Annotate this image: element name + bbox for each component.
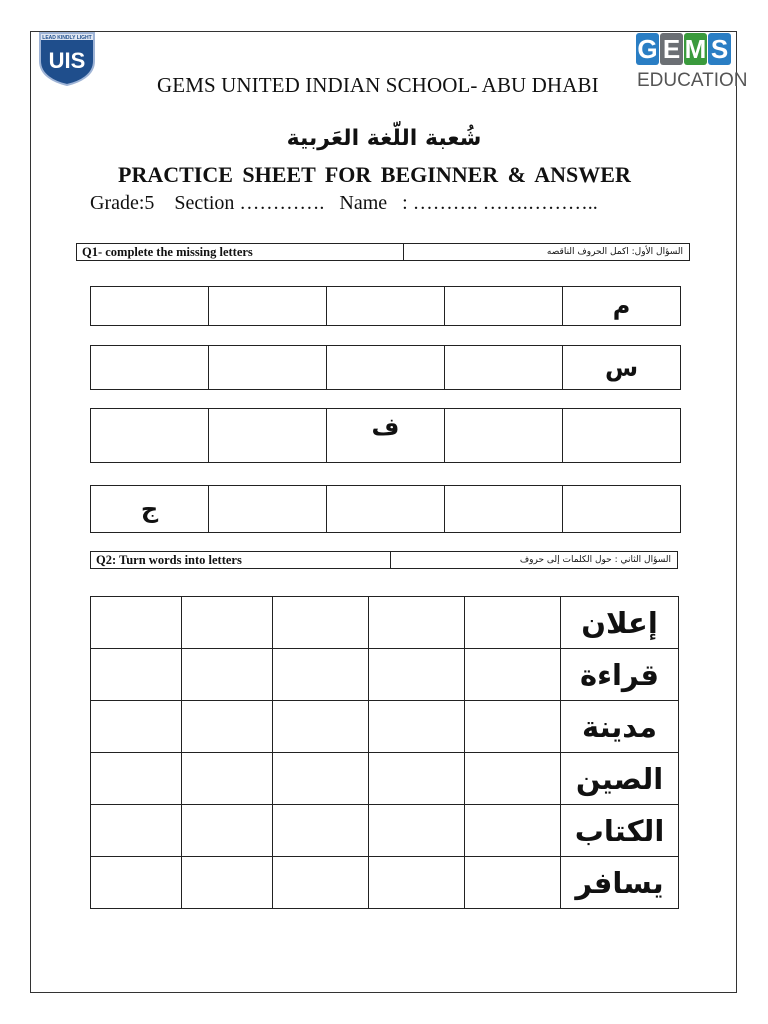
gems-caption: EDUCATION (637, 70, 748, 91)
answer-cell[interactable] (369, 805, 465, 857)
answer-cell[interactable] (91, 701, 182, 753)
word-cell: الكتاب (561, 805, 679, 857)
letter-cell[interactable] (209, 346, 327, 390)
letter-cell[interactable] (327, 287, 445, 326)
answer-cell[interactable] (182, 597, 273, 649)
gems-letter: M (684, 34, 707, 64)
logo-tagline: LEAD KINDLY LIGHT (42, 35, 92, 41)
letter-cell[interactable] (563, 486, 681, 533)
answer-cell[interactable] (182, 753, 273, 805)
word-cell: إعلان (561, 597, 679, 649)
letter-cell[interactable] (327, 486, 445, 533)
answer-cell[interactable] (369, 649, 465, 701)
answer-cell[interactable] (273, 649, 369, 701)
answer-cell[interactable] (369, 857, 465, 909)
q1-row-4 (90, 485, 681, 533)
gems-education-logo (636, 33, 748, 95)
letter-cell[interactable] (563, 409, 681, 463)
word-cell: مدينة (561, 701, 679, 753)
answer-cell[interactable] (91, 805, 182, 857)
answer-cell[interactable] (465, 805, 561, 857)
gems-letter: E (660, 33, 683, 65)
letter-cell[interactable] (445, 287, 563, 326)
answer-cell[interactable] (465, 649, 561, 701)
q1-row-2 (90, 345, 681, 390)
letter-cell[interactable] (209, 486, 327, 533)
letter-cell[interactable] (91, 409, 209, 463)
answer-cell[interactable] (182, 649, 273, 701)
letter-cell: م (563, 287, 681, 326)
word-cell: يسافر (561, 857, 679, 909)
grade-section-name-line: Grade:5 Section …………. Name : ………. …….……….. (90, 192, 598, 214)
gems-letter: S (708, 33, 731, 65)
q1-row-3 (90, 408, 681, 463)
table-row (91, 805, 679, 857)
answer-cell[interactable] (182, 805, 273, 857)
table-row (91, 649, 679, 701)
table-row (91, 753, 679, 805)
answer-cell[interactable] (465, 701, 561, 753)
answer-cell[interactable] (182, 701, 273, 753)
logo-uis-text: UIS (48, 48, 86, 73)
word-cell: الصين (561, 753, 679, 805)
uis-logo (38, 31, 96, 86)
answer-cell[interactable] (465, 597, 561, 649)
letter-cell: ج (91, 486, 209, 533)
gems-letter: G (637, 34, 658, 64)
letter-cell[interactable] (209, 409, 327, 463)
answer-cell[interactable] (369, 753, 465, 805)
q2-label-en: Q2: Turn words into letters (91, 552, 391, 568)
letter-cell[interactable] (327, 346, 445, 390)
q2-word-table (90, 596, 679, 909)
sheet-title: PRACTICE SHEET FOR BEGINNER & ANSWER (118, 162, 631, 187)
answer-cell[interactable] (273, 701, 369, 753)
table-row (91, 597, 679, 649)
answer-cell[interactable] (273, 753, 369, 805)
answer-cell[interactable] (369, 701, 465, 753)
department-title-arabic: شُعبة اللّغة العَربية (286, 126, 482, 151)
letter-cell: س (563, 346, 681, 390)
table-row (91, 701, 679, 753)
answer-cell[interactable] (182, 857, 273, 909)
q2-header (90, 551, 678, 569)
gems-letters (636, 33, 736, 67)
letter-cell[interactable] (91, 287, 209, 326)
q1-header (76, 243, 690, 261)
answer-cell[interactable] (369, 597, 465, 649)
word-cell: قراءة (561, 649, 679, 701)
q1-row-1 (90, 286, 681, 326)
letter-cell[interactable] (209, 287, 327, 326)
q1-label-ar: السؤال الأول: اكمل الحروف الناقصه (546, 247, 683, 257)
letter-cell[interactable] (445, 346, 563, 390)
answer-cell[interactable] (465, 857, 561, 909)
answer-cell[interactable] (273, 805, 369, 857)
school-name: GEMS UNITED INDIAN SCHOOL- ABU DHABI (157, 73, 599, 97)
letter-cell[interactable] (445, 409, 563, 463)
answer-cell[interactable] (91, 753, 182, 805)
letter-cell[interactable] (445, 486, 563, 533)
answer-cell[interactable] (91, 857, 182, 909)
answer-cell[interactable] (465, 753, 561, 805)
table-row (91, 857, 679, 909)
answer-cell[interactable] (91, 597, 182, 649)
letter-cell[interactable] (91, 346, 209, 390)
q1-label-en: Q1- complete the missing letters (77, 244, 404, 260)
q2-label-ar: السؤال الثاني : حول الكلمات إلى حروف (519, 555, 671, 565)
answer-cell[interactable] (91, 649, 182, 701)
answer-cell[interactable] (273, 597, 369, 649)
answer-cell[interactable] (273, 857, 369, 909)
letter-cell: ف (327, 409, 445, 463)
